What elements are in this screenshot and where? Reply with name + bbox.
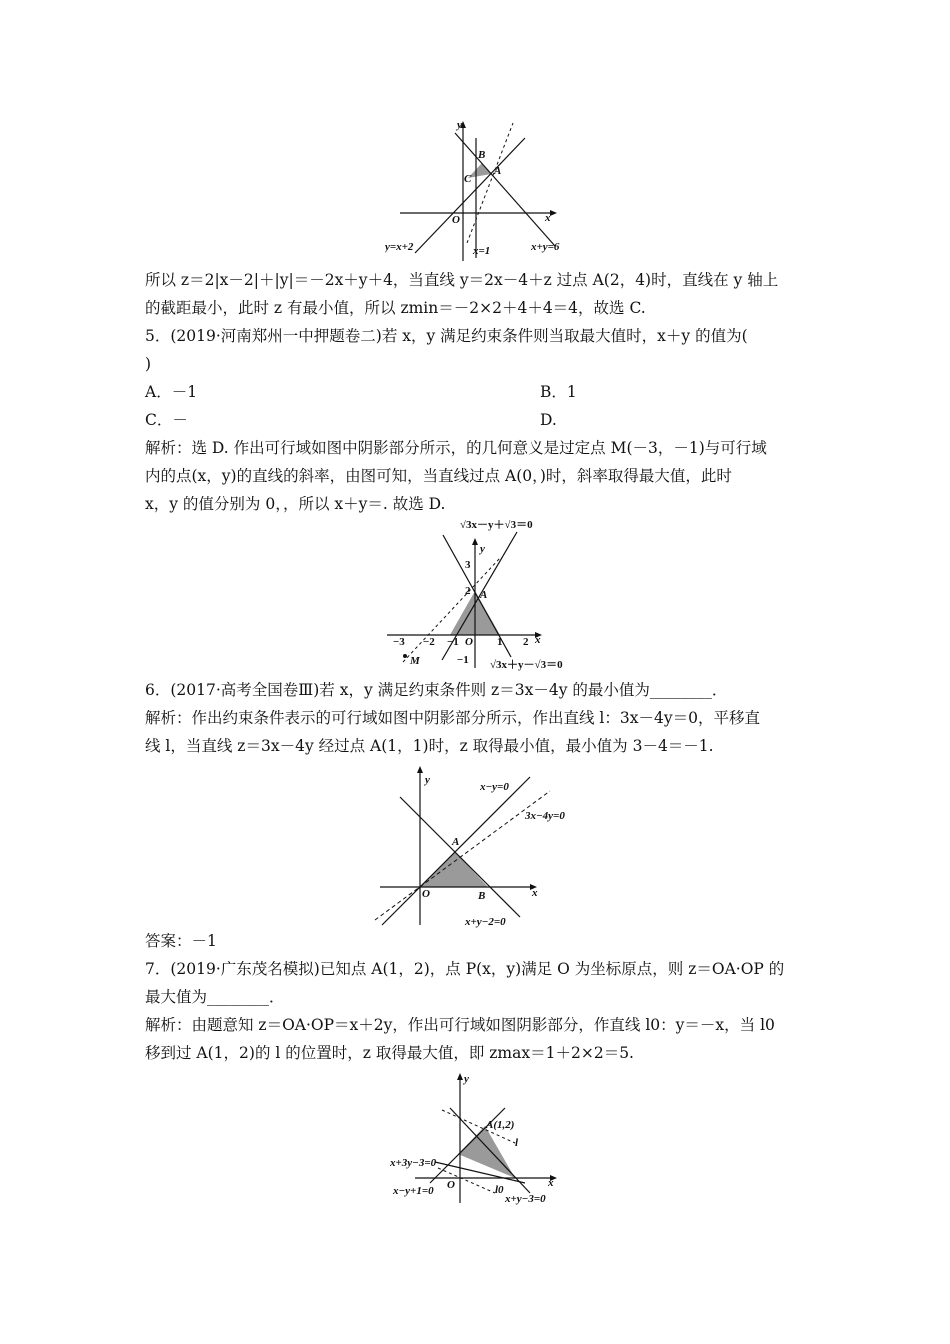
y-axis-label: y [480, 543, 485, 555]
q7-solution-line-2: 移到过 A(1，2)的 l 的位置时，z 取得最大值，即 zmax＝1＋2×2＝5. [145, 1044, 634, 1062]
tick-x-2: 2 [523, 636, 529, 648]
tick-x-minus-2: −2 [423, 636, 435, 648]
q6-solution-line-2: 线 l，当直线 z＝3x－4y 经过点 A(1，1)时，z 取得最小值，最小值为 3－4＝－1. [145, 737, 714, 755]
point-a-label: A [494, 165, 502, 177]
figure-2-graph [385, 520, 575, 672]
origin-label: O [447, 1179, 455, 1191]
y-axis-label: y [425, 774, 430, 786]
label-y-eq-x-plus-2: y=x+2 [385, 241, 414, 253]
point-a-label: A [452, 836, 460, 848]
y-axis-label: y [464, 1073, 469, 1085]
label-x-plus-y-minus-3: x+y−3=0 [505, 1193, 546, 1205]
point-b-label: B [478, 149, 486, 161]
point-m [403, 654, 407, 658]
feasible-region [420, 852, 488, 887]
y-axis-label: y [457, 119, 462, 131]
figure-3-graph [370, 765, 585, 928]
q5-stem-line-1: 5．(2019·河南郑州一中押题卷二)若 x，y 满足约束条件则当取最大值时，x＋y 的值为( [145, 327, 748, 345]
q5-solution-line-3: x，y 的值分别为 0，，所以 x＋y＝. 故选 D. [145, 495, 446, 513]
x-axis-label: x [545, 212, 551, 224]
y-axis-arrow [472, 538, 478, 545]
q7-stem-line-2: 最大值为________． [145, 988, 285, 1006]
x-axis-label: x [535, 634, 541, 646]
feasible-region [458, 1126, 515, 1178]
label-x-minus-y-eq-0: x−y=0 [480, 781, 509, 793]
dashed-objective-line [467, 123, 513, 243]
point-m-label: M [410, 655, 420, 667]
q5-solution-line-2: 内的点(x，y)的直线的斜率，由图可知，当直线过点 A(0，)时，斜率取得最大值，此时 [145, 467, 732, 485]
label-x-minus-y-plus-1: x−y+1=0 [393, 1185, 434, 1197]
q4-solution-line-2: 的截距最小，此时 z 有最小值，所以 zmin＝－2×2＋4＋4＝4，故选 C. [145, 299, 646, 317]
origin-label: O [422, 888, 430, 900]
x-axis-arrow [550, 210, 557, 216]
q5-option-a: A．－1 [145, 383, 198, 401]
point-c-label: C [464, 173, 472, 185]
tick-y-2: 2 [465, 585, 471, 597]
line-x-plus-y-eq-6 [455, 133, 555, 246]
label-top-line: √3x－y＋√3＝0 [460, 520, 533, 531]
line-l0-label: l0 [495, 1184, 504, 1196]
x-axis-label: x [532, 887, 538, 899]
line-l-label: l [515, 1137, 519, 1149]
tick-y-minus-1: −1 [457, 654, 469, 666]
q5-solution-line-1: 解析：选 D. 作出可行域如图中阴影部分所示，的几何意义是过定点 M(－3，－1)与可行域 [145, 439, 767, 457]
label-x-eq-1: x=1 [473, 245, 491, 257]
tick-x-minus-1: −1 [447, 636, 459, 648]
figure-4-graph [390, 1068, 575, 1208]
q7-solution-line-1: 解析：由题意知 z＝OA·OP＝x＋2y，作出可行域如图阴影部分，作直线 l0：y＝－x，当 l0 [145, 1016, 775, 1034]
q5-option-d: D. [540, 411, 557, 429]
q5-option-b: B．1 [540, 383, 577, 401]
x-axis-label: x [548, 1177, 554, 1189]
line-3x-minus-4y-eq-0 [375, 791, 550, 920]
q6-stem: 6．(2017·高考全国卷Ⅲ)若 x，y 满足约束条件则 z＝3x－4y 的最小值为________． [145, 681, 728, 699]
label-3x-minus-4y-eq-0: 3x−4y=0 [525, 810, 565, 822]
tick-x-minus-3: −3 [393, 636, 405, 648]
figure-1-graph [385, 118, 575, 263]
q5-stem-line-2: ) [145, 355, 152, 373]
q6-answer: 答案：－1 [145, 932, 217, 950]
label-bottom-line: √3x＋y－√3＝0 [490, 659, 563, 671]
tick-x-1: 1 [497, 636, 503, 648]
origin-label: O [465, 636, 473, 648]
q4-solution-line-1: 所以 z＝2|x－2|＋|y|＝－2x＋y＋4，当直线 y＝2x－4＋z 过点 A(2，4)时，直线在 y 轴上 [145, 271, 779, 289]
y-axis-arrow [417, 766, 423, 773]
q7-stem-line-1: 7．(2019·广东茂名模拟)已知点 A(1，2)，点 P(x，y)满足 O 为坐标原点，则 z＝OA·OP 的 [145, 960, 785, 978]
point-a-label: A [480, 589, 488, 601]
y-axis-arrow [457, 1073, 463, 1080]
q6-solution-line-1: 解析：作出约束条件表示的可行域如图中阴影部分所示，作出直线 l：3x－4y＝0，平移直 [145, 709, 760, 727]
label-x-plus-y-eq-6: x+y=6 [531, 241, 560, 253]
tick-y-3: 3 [465, 559, 471, 571]
point-a-label: A(1,2) [486, 1119, 515, 1131]
label-x-plus-y-minus-2-eq-0: x+y−2=0 [465, 916, 506, 928]
line-x-minus-y-eq-0 [382, 777, 530, 925]
q5-option-c: C．－ [145, 411, 188, 429]
origin-label: O [452, 214, 460, 226]
label-x-plus-3y-minus-3: x+3y−3=0 [390, 1157, 437, 1169]
point-b-label: B [478, 890, 486, 902]
